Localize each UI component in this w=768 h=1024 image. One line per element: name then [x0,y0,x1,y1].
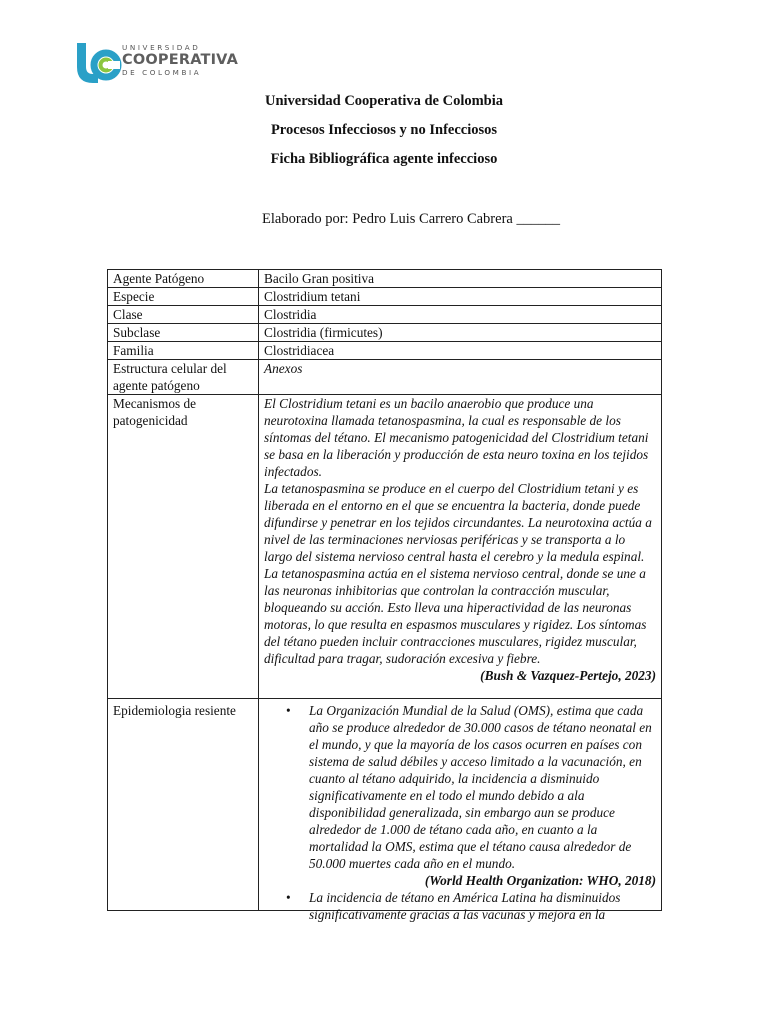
mechanisms-citation: (Bush & Vazquez-Pertejo, 2023) [480,668,656,683]
table-row-mechanisms [108,395,662,699]
row-label: Clase [108,306,259,324]
epidemiology-item-1: La Organización Mundial de la Salud (OMS), estima que cada año se produce alrededor de 30.000 casos de tétano neonatal en el mundo, y que la mayoría de los casos ocurren en países con sistema de salud débiles y acceso limitado a la vacunación, en cuanto al tétano adquirido, la incidencia a disminuido significativamente en el todo el mundo debido a ala disponibilidad generalizada, sin embargo aun se produce alrededor de 1.000 de tétano cada año, en cuanto a la mortalidad la OMS, estima que el tétano causa alrededor de 50.000 muertes cada año en el mundo. [309,703,652,871]
pathogen-table [107,269,662,922]
row-label: Familia [108,342,259,360]
university-title: Universidad Cooperativa de Colombia [264,93,504,109]
row-label: Subclase [108,324,259,342]
row-value: Anexos [259,360,662,395]
row-value: Clostridia [259,306,662,324]
epidemiology-cell [259,699,662,922]
bullet-icon: • [286,890,291,905]
course-title: Procesos Infecciosos y no Infecciosos [270,122,498,138]
mechanisms-cell [259,395,662,699]
row-value: Bacilo Gran positiva [259,270,662,288]
table-row [108,288,662,306]
table-row [108,360,662,395]
table-row [108,270,662,288]
logo-line-1: UNIVERSIDAD [122,43,201,52]
document-title: Ficha Bibliográfica agente infeccioso [270,151,498,167]
table-row [108,324,662,342]
logo-mark-icon [74,41,120,87]
author-line: Elaborado por: Pedro Luis Carrero Cabrera ______ [262,211,560,227]
row-value: Clostridiacea [259,342,662,360]
university-logo [74,41,239,87]
row-label: Especie [108,288,259,306]
table-row [108,306,662,324]
row-value: Clostridia (firmicutes) [259,324,662,342]
table-row-epidemiology [108,699,662,911]
epidemiology-citation: (World Health Organization: WHO, 2018) [424,873,656,888]
row-label: Mecanismos de patogenicidad [108,395,259,699]
row-label: Estructura celular del agente patógeno [108,360,259,395]
bullet-icon: • [286,703,291,718]
mechanisms-paragraph-1: El Clostridium tetani es un bacilo anaerobio que produce una neurotoxina llamada tetanospasmina, la cual es responsable de los síntomas del tétano. El mecanismo patogenicidad del Clostridium tetani se basa en la liberación y producción de esta neuro toxina en los tejidos infectados. [264,396,649,479]
mechanisms-paragraph-2: La tetanospasmina se produce en el cuerpo del Clostridium tetani y es liberada en el entorno en el que se encuentra la bacteria, donde puede difundirse y penetrar en los tejidos circundantes. La neurotoxina actúa a nivel de las terminaciones nerviosas periféricas y se transporta a lo largo del sistema nervioso central hasta el cerebro y la medula espinal. [264,481,652,564]
row-label: Epidemiologia resiente [108,699,259,911]
list-item [286,889,656,923]
list-item [286,702,656,889]
row-label: Agente Patógeno [108,270,259,288]
logo-line-3: DE COLOMBIA [122,67,202,77]
epidemiology-item-2: La incidencia de tétano en América Latina ha disminuidos significativamente gracias a las vacunas y mejora en la [309,890,621,922]
row-value: Clostridium tetani [259,288,662,306]
logo-line-2: COOPERATIVA [122,52,239,69]
mechanisms-paragraph-3: La tetanospasmina actúa en el sistema nervioso central, donde se une a las neuronas inhibitorias que controlan la contracción muscular, bloqueando su acción. Esto lleva una hiperactividad de las neuronas motoras, lo que resulta en espasmos musculares y rigidez. Los síntomas del tétano pueden incluir contracciones musculares, rigidez muscular, dificultad para tragar, sudoración excesiva y fiebre. [264,566,647,666]
table-row [108,342,662,360]
epidemiology-list [264,702,656,923]
